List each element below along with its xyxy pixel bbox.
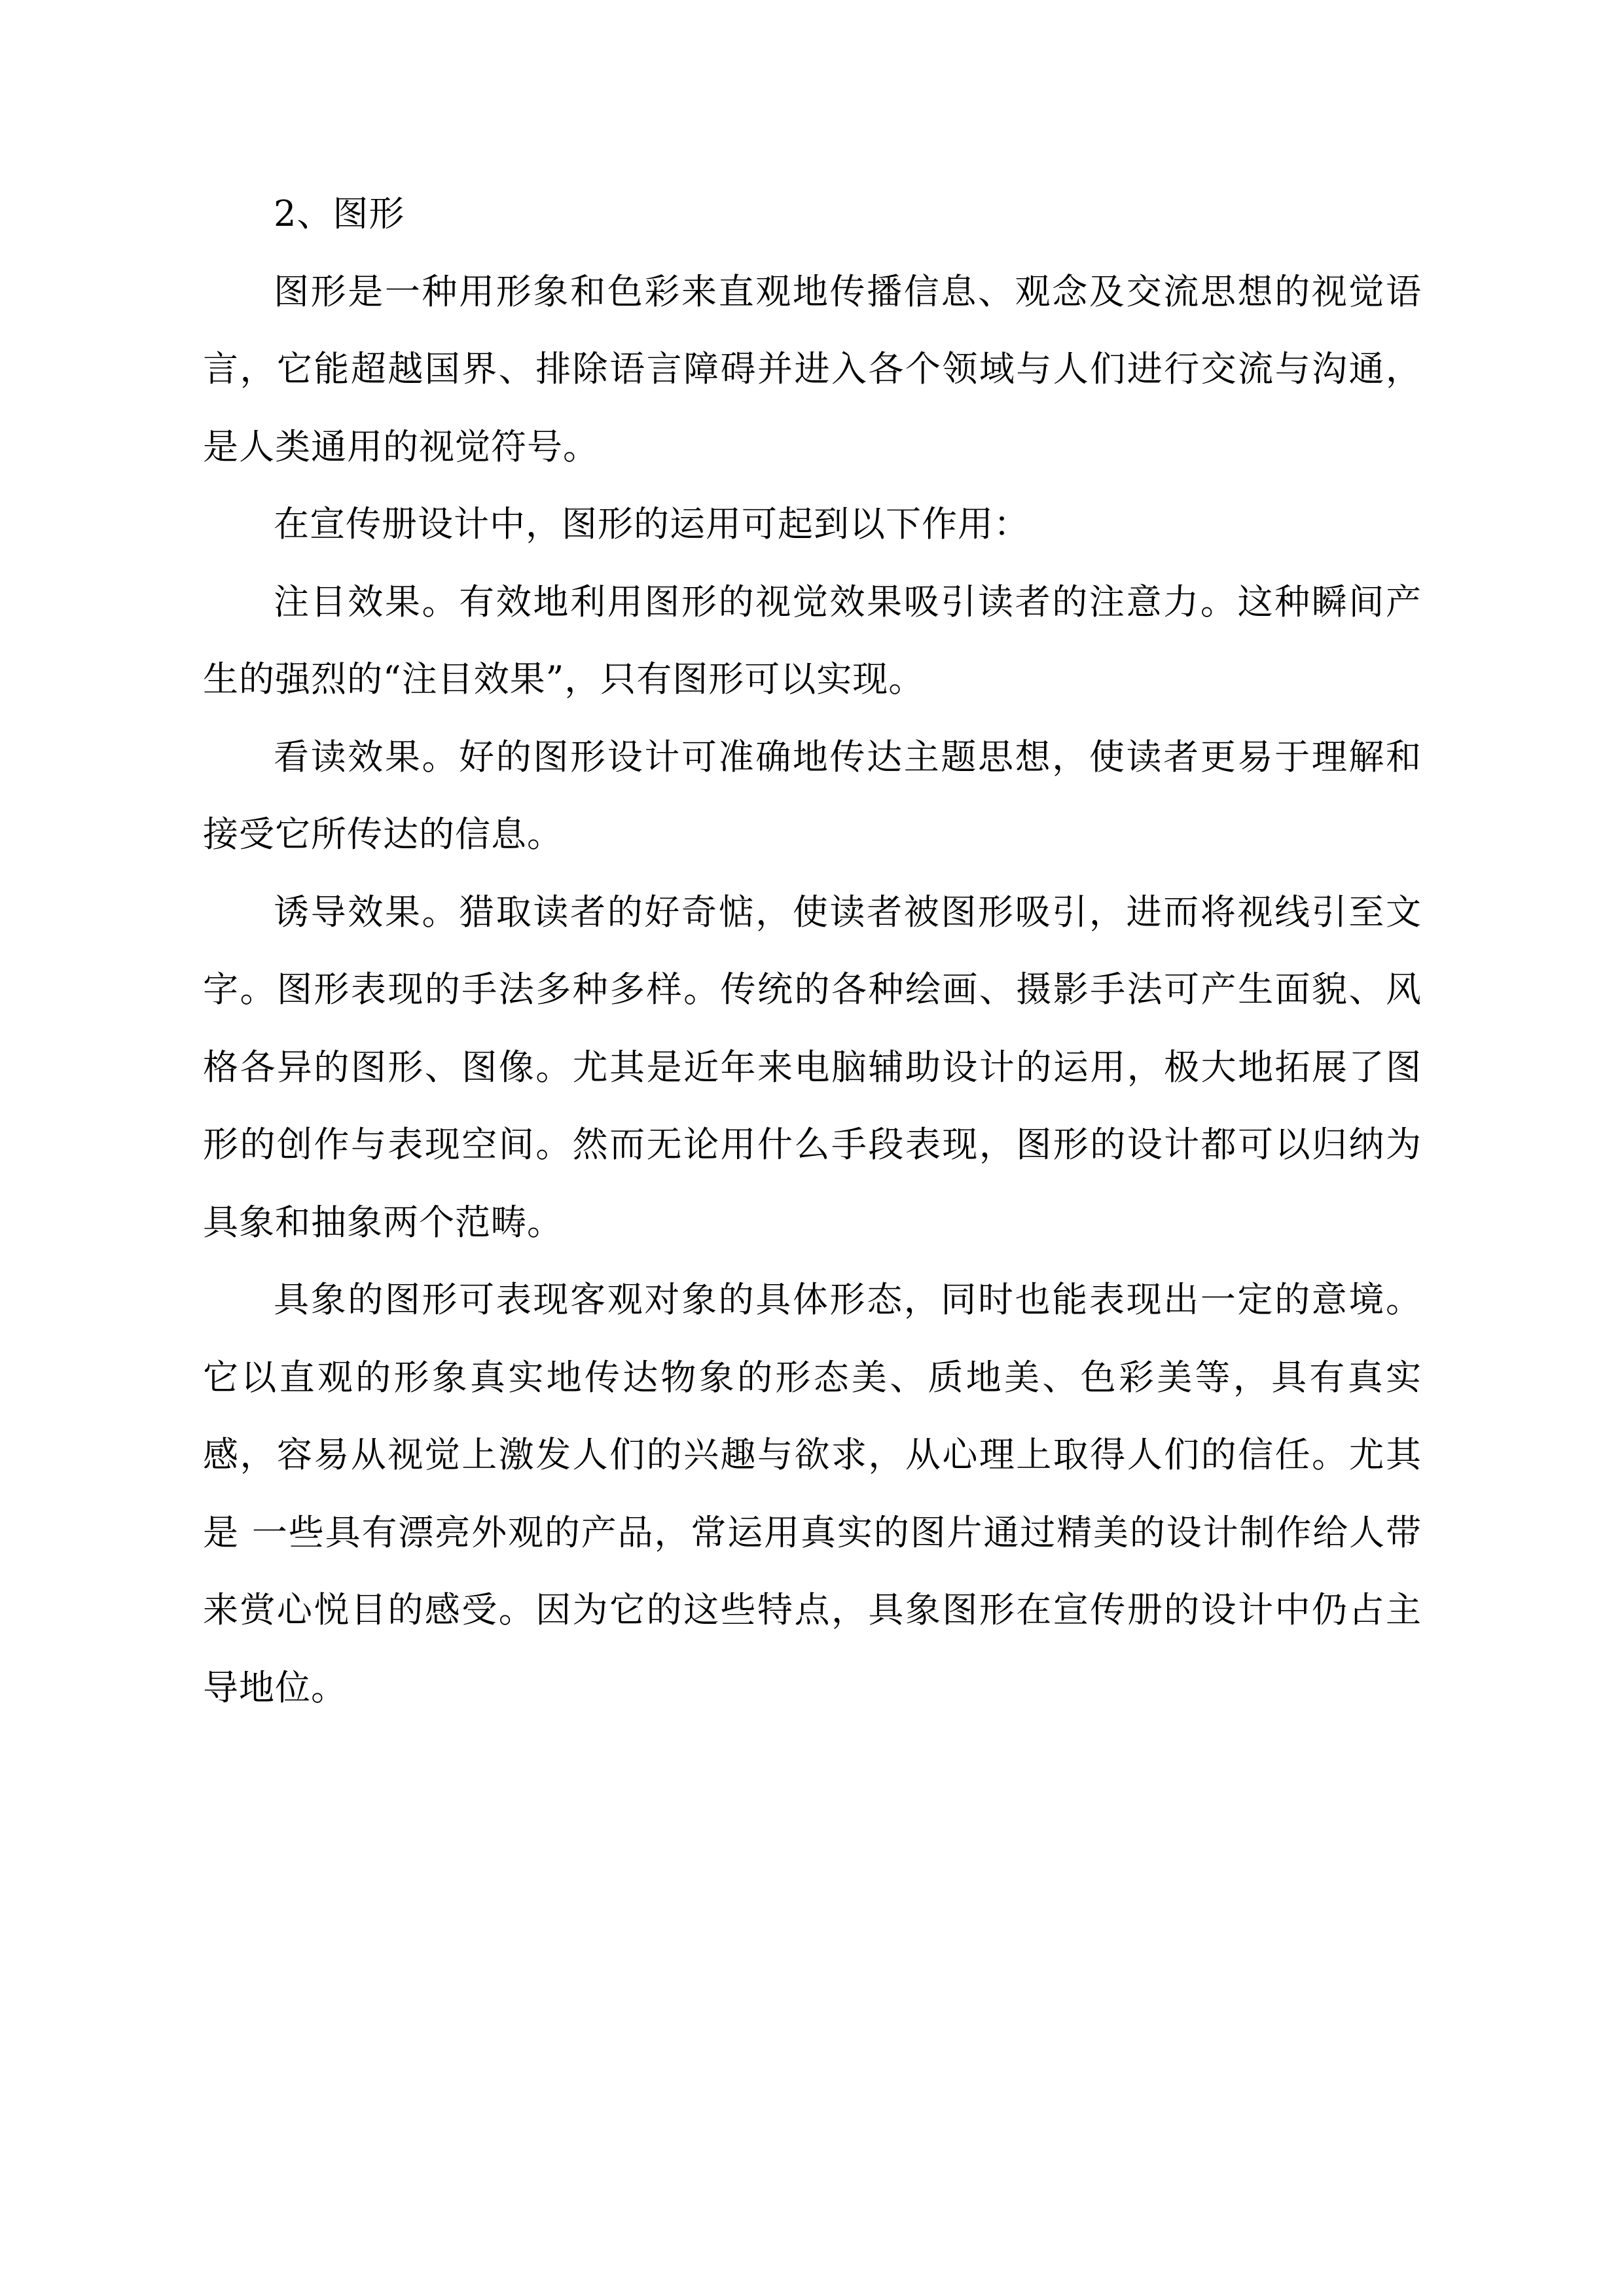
body-paragraph: 图形是一种用形象和色彩来直观地传播信息、观念及交流思想的视觉语言，它能超越国界、排除语言障碍并进入各个领域与人们进行交流与沟通，是人类通用的视觉符号。: [203, 270, 1422, 467]
section-heading: 2、图形: [274, 193, 405, 234]
body-paragraph: 诱导效果。猎取读者的好奇惦，使读者被图形吸引，进而将视线引至文字。图形表现的手法多种多样。传统的各种绘画、摄影手法可产生面貌、风格各异的图形、图像。尤其是近年来电脑辅助设计的运用，极大地拓展了图形的创作与表现空间。然而无论用什么手段表现，图形的设计都可以归纳为具象和抽象两个范畴。: [203, 891, 1422, 1243]
document-content: [203, 175, 1422, 1727]
body-paragraph: 看读效果。好的图形设计可准确地传达主题思想，使读者更易于理解和接受它所传达的信息。: [203, 736, 1422, 855]
body-paragraph: 注目效果。有效地利用图形的视觉效果吸引读者的注意力。这种瞬间产生的强烈的“注目效果”，只有图形可以实现。: [203, 581, 1422, 700]
body-paragraph: 在宣传册设计中，图形的运用可起到以下作用：: [274, 503, 1030, 545]
body-paragraph: 具象的图形可表现客观对象的具体形态，同时也能表现出一定的意境。它以直观的形象真实地传达物象的形态美、质地美、色彩美等，具有真实感，容易从视觉上激发人们的兴趣与欲求，从心理上取得人们的信任。尤其是 一些具有漂亮外观的产品，常运用真实的图片通过精美的设计制作给人带来赏心悦目的感受。因为它的这些特点，具象图形在宣传册的设计中仍占主导地位。: [203, 1279, 1422, 1708]
